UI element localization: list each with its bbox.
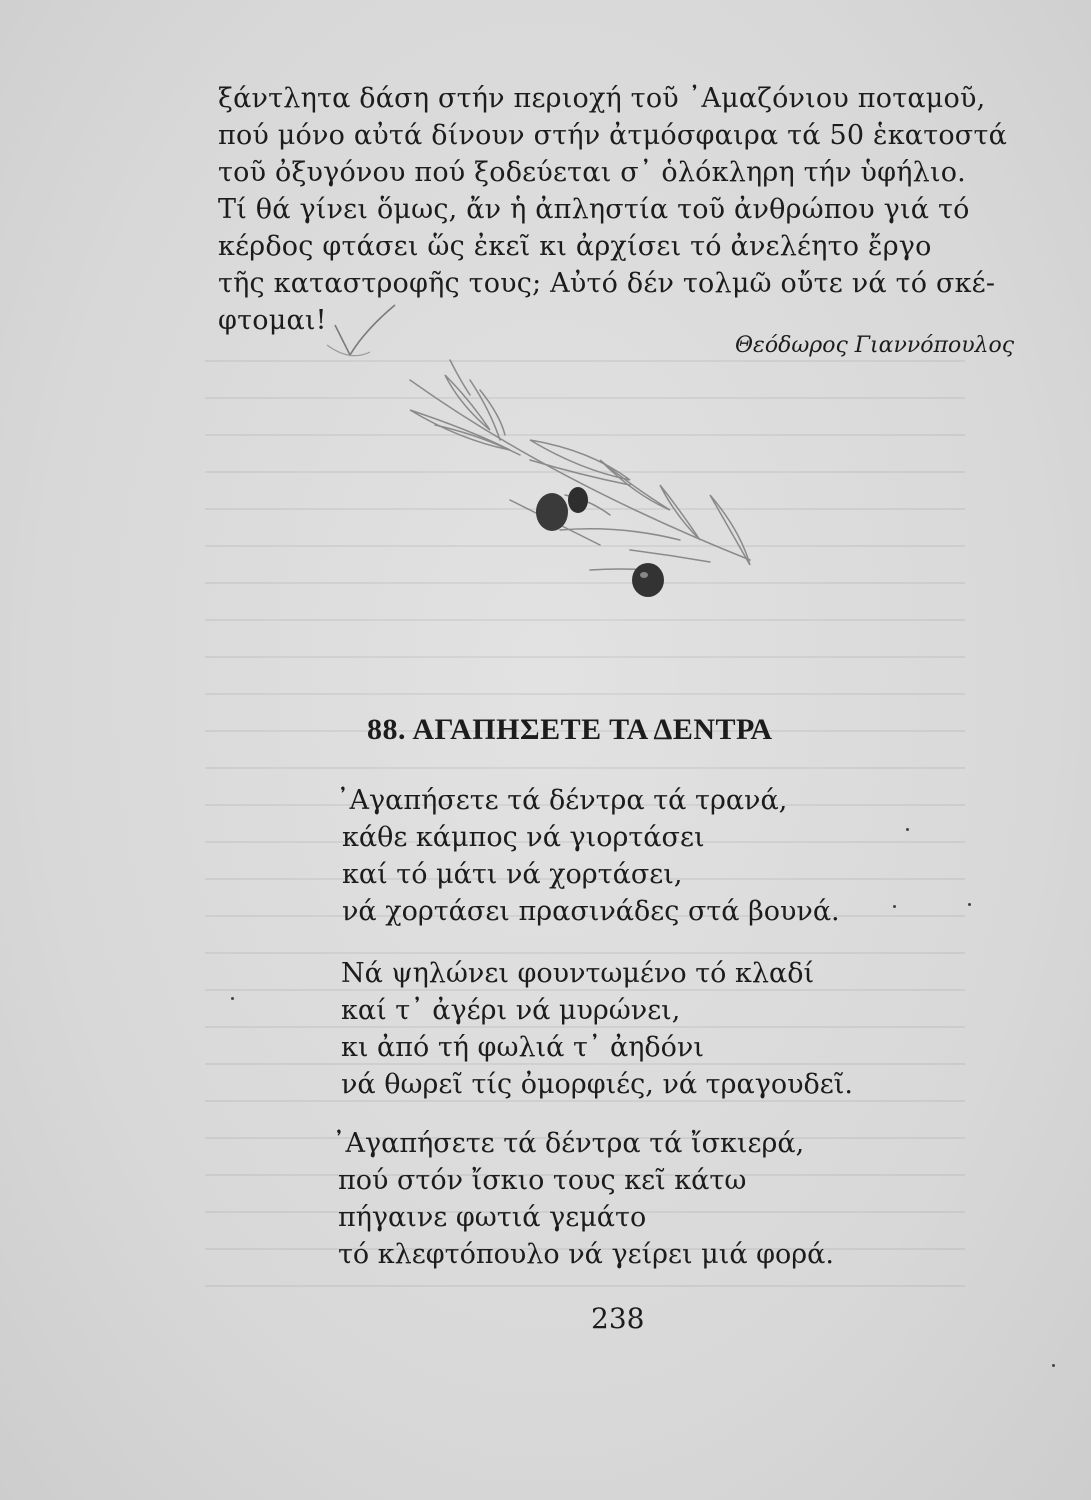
poem-title: 88. ΑΓΑΠΗΣΕΤΕ ΤΑ ΔΕΝΤΡΑ	[367, 713, 773, 746]
verse-line: ᾿Αγαπήσετε τά δέντρα τά τρανά,	[336, 785, 788, 816]
prose-line: τοῦ ὀξυγόνου πού ξοδεύεται σ᾿ ὁλόκληρη τήν ὑφήλιο.	[218, 157, 966, 188]
prose-line: τῆς καταστροφῆς τους; Αὐτό δέν τολμῶ οὔτε νά τό σκέ-	[218, 268, 996, 299]
olive-branch-icon	[330, 300, 800, 610]
verse-line: νά χορτάσει πρασινάδες στά βουνά.	[342, 896, 840, 927]
dust-speck	[231, 997, 234, 1000]
stanza	[336, 782, 840, 930]
verse-line: καί τ᾿ ἀγέρι νά μυρώνει,	[341, 995, 681, 1026]
prose-line: Τί θά γίνει ὅμως, ἄν ἡ ἀπληστία τοῦ ἀνθρώπου γιά τό	[218, 194, 970, 225]
prose-line: κέρδος φτάσει ὥς ἐκεῖ κι ἀρχίσει τό ἀνελέητο ἔργο	[218, 231, 932, 262]
prose-line: πού μόνο αὐτά δίνουν στήν ἀτμόσφαιρα τά 50 ἑκατοστά	[218, 120, 1008, 151]
stanza	[332, 1125, 834, 1273]
verse-line: ᾿Αγαπήσετε τά δέντρα τά ἴσκιερά,	[332, 1128, 805, 1159]
dust-speck	[1052, 1364, 1055, 1367]
verse-line: Νά ψηλώνει φουντωμένο τό κλαδί	[341, 958, 815, 989]
verse-line: τό κλεφτόπουλο νά γείρει μιά φορά.	[338, 1239, 834, 1270]
verse-line: πού στόν ἴσκιο τους κεῖ κάτω	[338, 1165, 747, 1196]
prose-line: ξάντλητα δάση στήν περιοχή τοῦ ᾿Αμαζόνιου ποταμοῦ,	[218, 83, 986, 114]
verse-line: κάθε κάμπος νά γιορτάσει	[342, 822, 705, 853]
dust-speck	[906, 828, 909, 831]
stanza	[341, 955, 853, 1103]
dust-speck	[893, 905, 896, 908]
verse-line: κι ἀπό τή φωλιά τ᾿ ἀηδόνι	[341, 1032, 704, 1063]
verse-line: καί τό μάτι νά χορτάσει,	[342, 859, 683, 890]
verse-line: νά θωρεῖ τίς ὀμορφιές, νά τραγουδεῖ.	[341, 1069, 853, 1100]
page-number: 238	[591, 1302, 645, 1335]
dust-speck	[968, 903, 971, 906]
prose-line: φτομαι!	[218, 305, 327, 336]
verse-line: πήγαινε φωτιά γεμάτο	[338, 1202, 647, 1233]
author-name: Θεόδωρος Γιαννόπουλος	[735, 333, 1015, 358]
